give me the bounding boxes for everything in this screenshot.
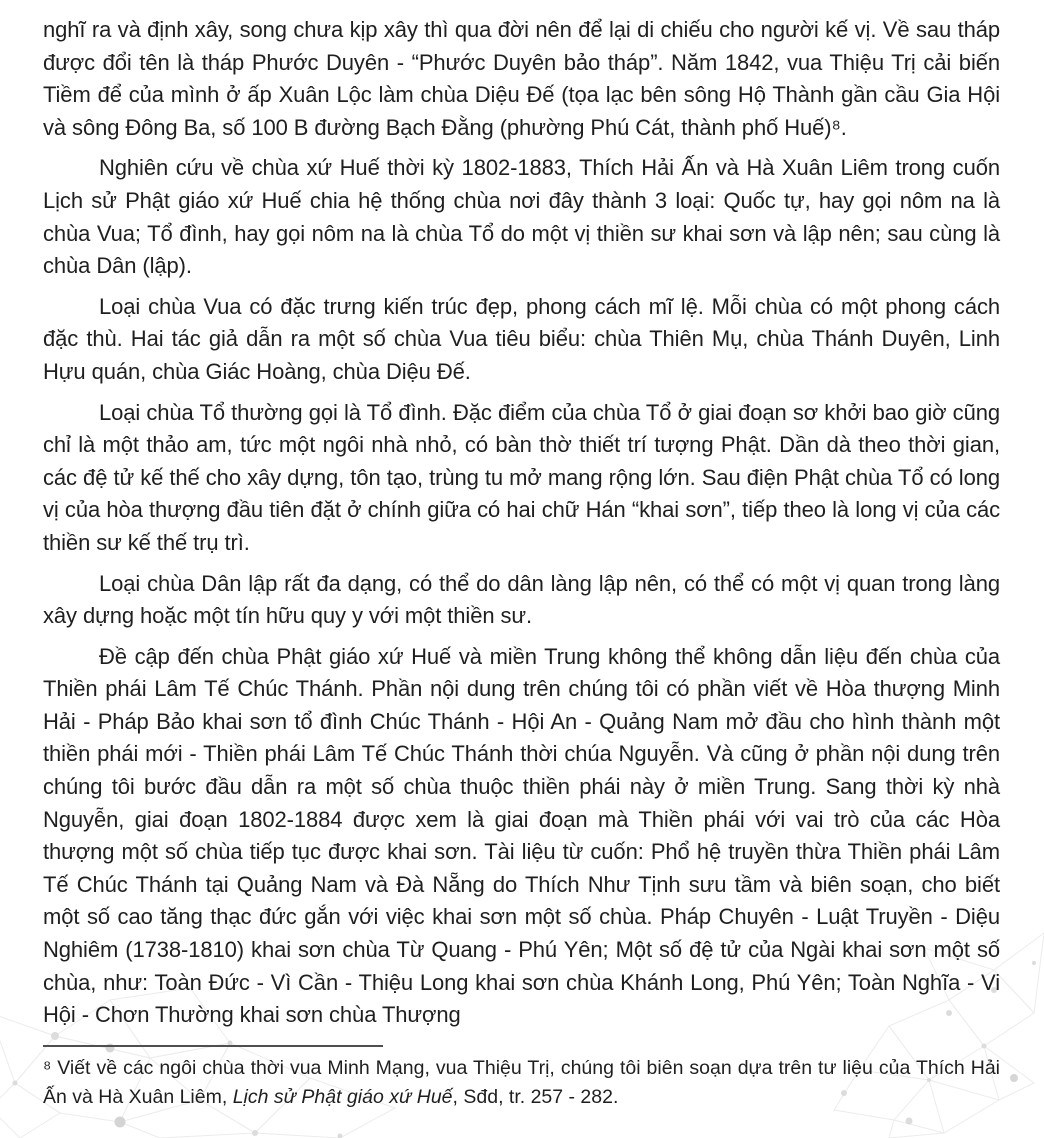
footnote-part1: ⁸ Viết về các ngôi chùa thời vua Minh Mạng, vua Thiệu Trị, chúng tôi biên soạn dựa trên tư liệu của Thích Hải Ấn và Hà Xuân Liêm, [43,1056,1000,1108]
footnote-text [43,1054,1000,1112]
footnote-part2: , Sđd, tr. 257 - 282. [452,1085,619,1108]
body-paragraph: Loại chùa Dân lập rất đa dạng, có thể do dân làng lập nên, có thể có một vị quan trong làng xây dựng hoặc một tín hữu quy y với một thiền sư. [43,570,1000,629]
body-paragraph: Loại chùa Vua có đặc trưng kiến trúc đẹp, phong cách mĩ lệ. Mỗi chùa có một phong cách đặc thù. Hai tác giả dẫn ra một số chùa Vua tiêu biểu: chùa Thiên Mụ, chùa Thánh Duyên, Linh Hựu quán, chùa Giác Hoàng, chùa Diệu Đế. [43,293,1000,384]
body-paragraph: Loại chùa Tổ thường gọi là Tổ đình. Đặc điểm của chùa Tổ ở giai đoạn sơ khởi bao giờ cũng chỉ là một thảo am, tức một ngôi nhà nhỏ, có bàn thờ thiết trí tượng Phật. Dần dà theo thời gian, các đệ tử kế thế cho xây dựng, tôn tạo, trùng tu mở mang rộng lớn. Sau điện Phật chùa Tổ có long vị của hòa thượng đầu tiên đặt ở chính giữa có hai chữ Hán “khai sơn”, tiếp theo là long vị của các thiền sư kế thế trụ trì. [43,399,1000,555]
body-paragraph: nghĩ ra và định xây, song chưa kịp xây thì qua đời nên để lại di chiếu cho người kế vị. Về sau tháp được đổi tên là tháp Phước Duyên - “Phước Duyên bảo tháp”. Năm 1842, vua Thiệu Trị cải biến Tiềm để của mình ở ấp Xuân Lộc làm chùa Diệu Đế (tọa lạc bên sông Hộ Thành gần cầu Gia Hội và sông Đông Ba, số 100 B đường Bạch Đằng (phường Phú Cát, thành phố Huế)⁸. [43,17,1000,140]
body-paragraph: Đề cập đến chùa Phật giáo xứ Huế và miền Trung không thể không dẫn liệu đến chùa của Thiền phái Lâm Tế Chúc Thánh. Phần nội dung trên chúng tôi có phần viết về Hòa thượng Minh Hải - Pháp Bảo khai sơn tổ đình Chúc Thánh - Hội An - Quảng Nam mở đầu cho hình thành một thiền phái mới - Thiền phái Lâm Tế Chúc Thánh thời chúa Nguyễn. Và cũng ở phần nội dung trên chúng tôi bước đầu dẫn ra một số chùa thuộc thiền phái này ở miền Trung. Sang thời kỳ nhà Nguyễn, giai đoạn 1802-1884 được xem là giai đoạn mà Thiền phái với vai trò của các Hòa thượng một số chùa tiếp tục được khai sơn. Tài liệu từ cuốn: Phổ hệ truyền thừa Thiền phái Lâm Tế Chúc Thánh tại Quảng Nam và Đà Nẵng do Thích Như Tịnh sưu tầm và biên soạn, cho biết một số cao tăng thạc đức gắn với việc khai sơn một số chùa. Pháp Chuyên - Luật Truyền - Diệu Nghiêm (1738-1810) khai sơn chùa Từ Quang - Phú Yên; Một số đệ tử của Ngài khai sơn một số chùa, như: Toàn Đức - Vì Cần - Thiệu Long khai sơn chùa Khánh Long, Phú Yên; Toàn Nghĩa - Vi Hội - Chơn Thường khai sơn chùa Thượng [43,643,1000,1028]
body-paragraph: Nghiên cứu về chùa xứ Huế thời kỳ 1802-1883, Thích Hải Ấn và Hà Xuân Liêm trong cuốn Lịch sử Phật giáo xứ Huế chia hệ thống chùa nơi đây thành 3 loại: Quốc tự, hay gọi nôm na là chùa Vua; Tổ đình, hay gọi nôm na là chùa Tổ do một vị thiền sư khai sơn và lập nên; sau cùng là chùa Dân (lập). [43,155,1000,279]
footnote-book-title: Lịch sử Phật giáo xứ Huế [232,1085,453,1108]
footnote-separator [43,1045,383,1047]
